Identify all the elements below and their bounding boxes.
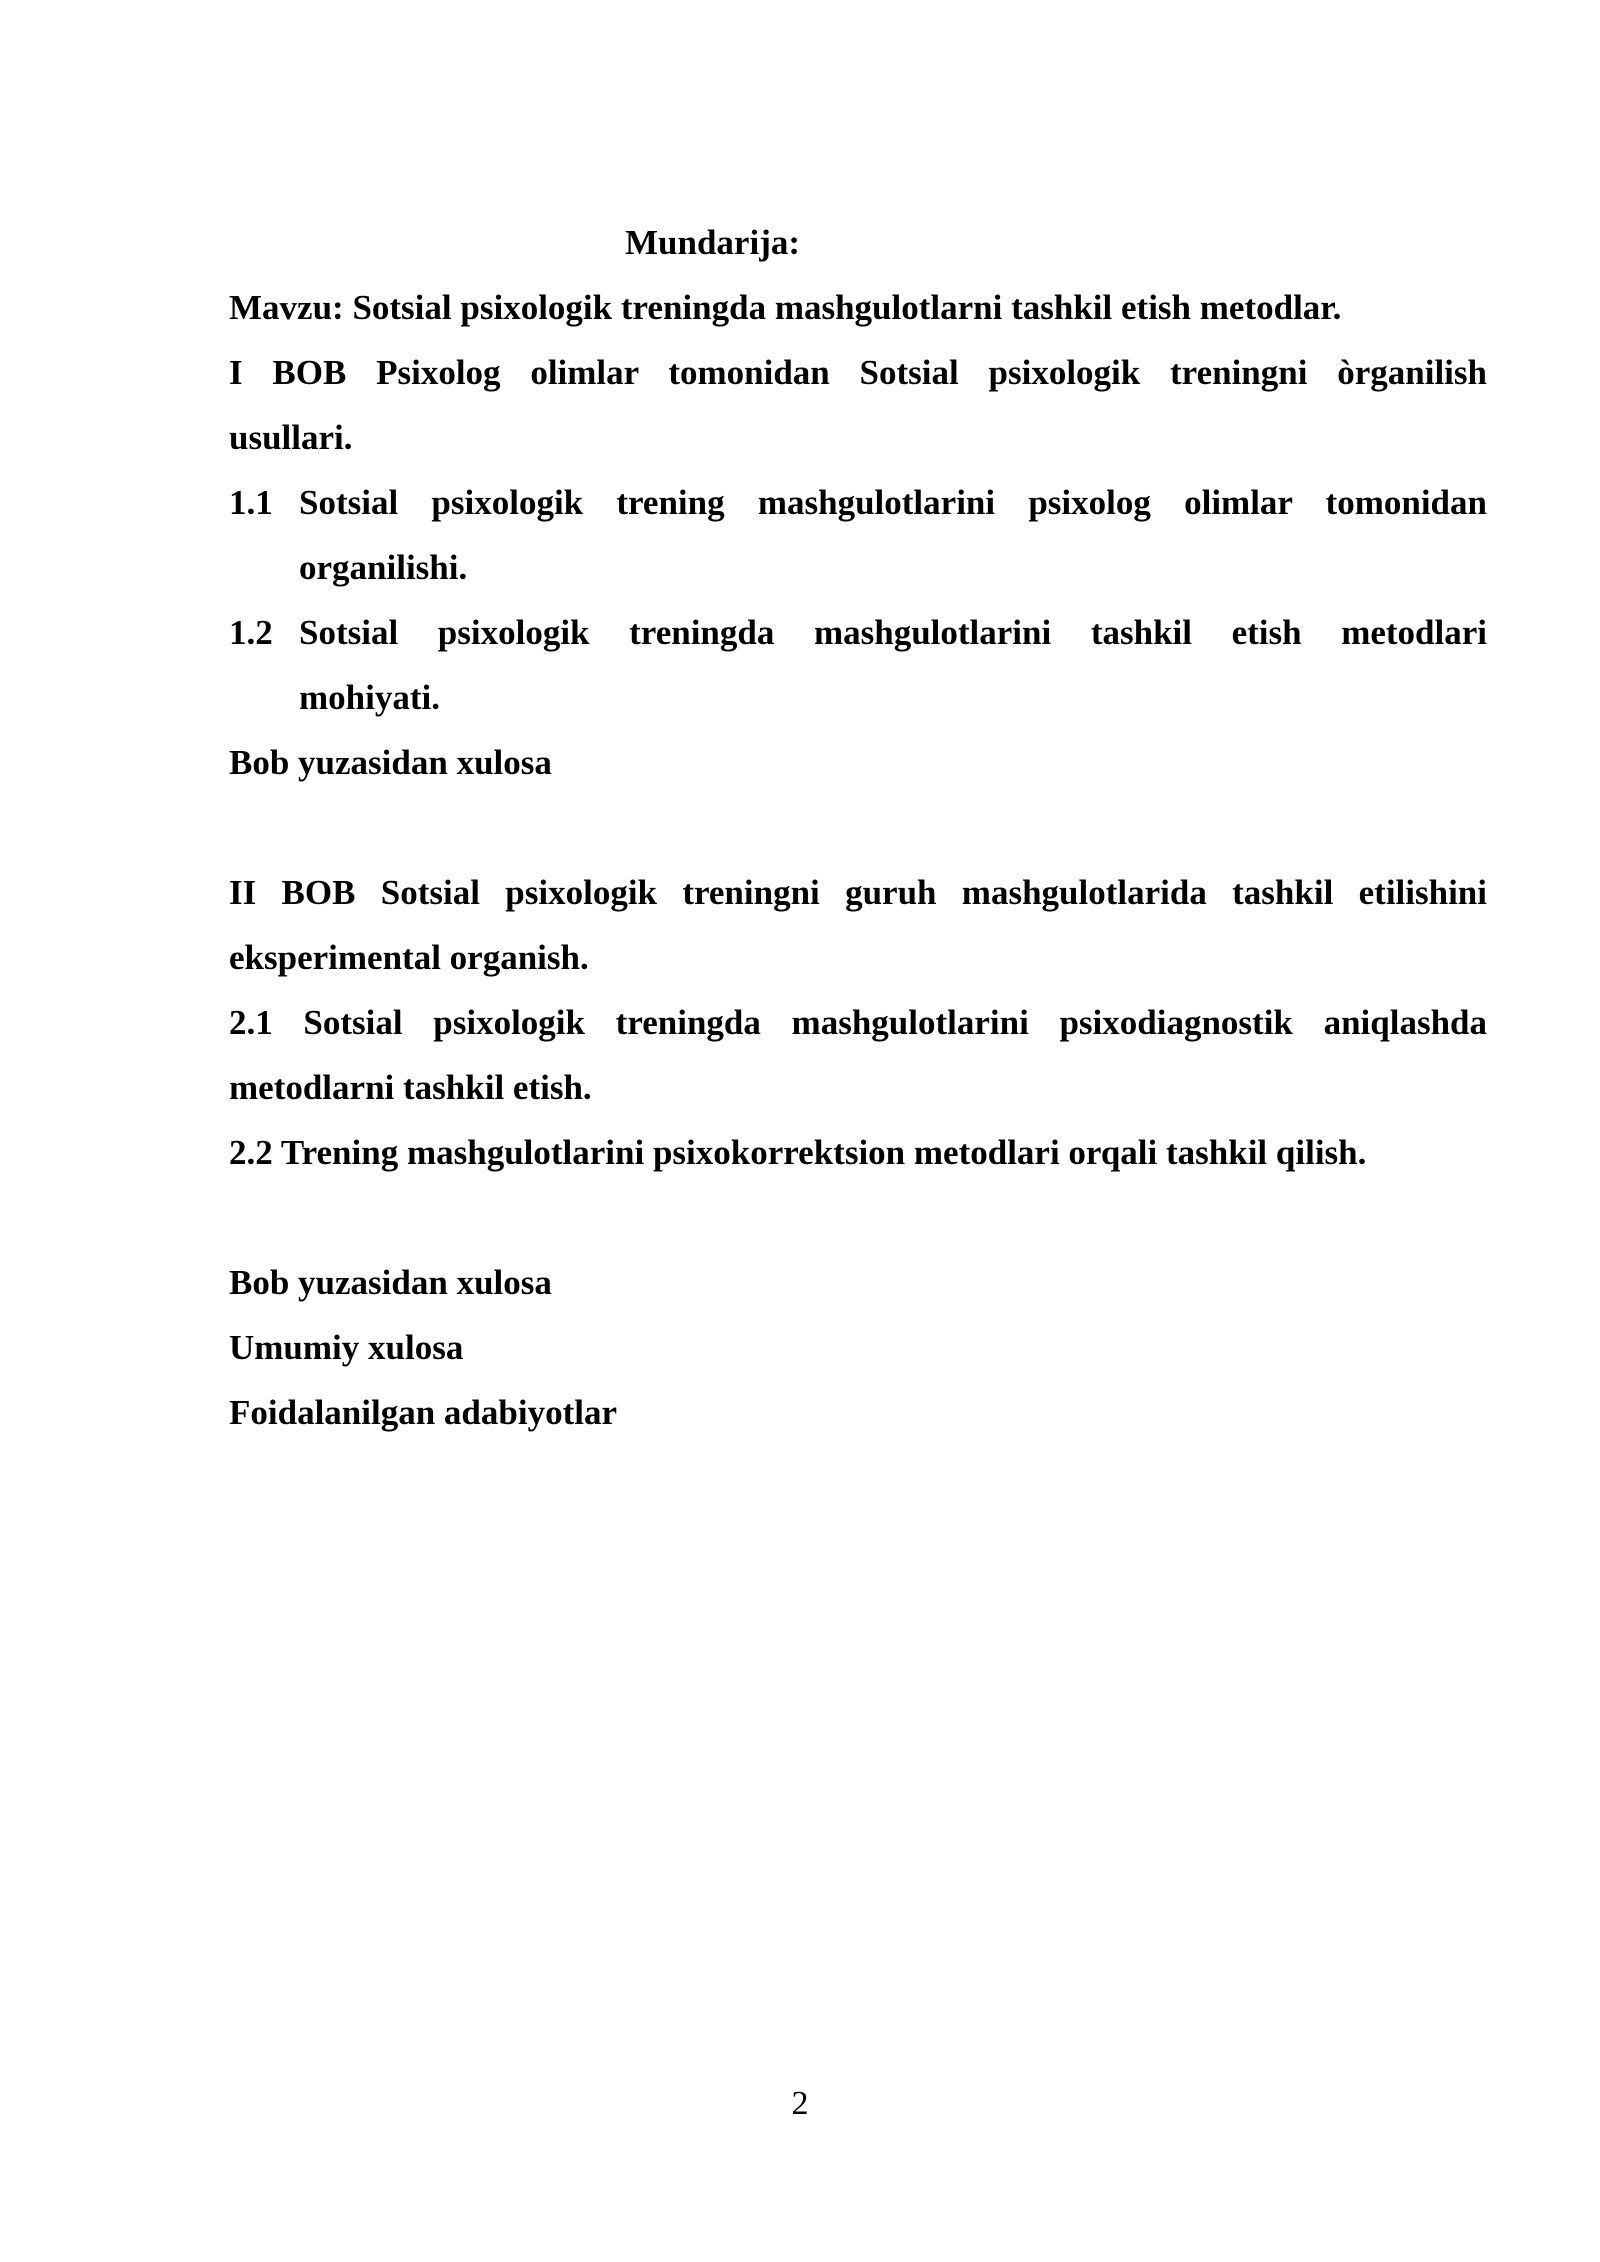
toc-section-1-1-number: 1.1 <box>229 483 273 522</box>
toc-section-1-2-line-1: Sotsial psixologik treningda mashgulotlarini tashkil etish metodlari <box>299 613 1487 652</box>
toc-section-2-1-line-2: metodlarni tashkil etish. <box>229 1068 592 1107</box>
toc-section-1-2 <box>229 600 1487 730</box>
toc-topic: Mavzu: Sotsial psixologik treningda mashgulotlarni tashkil etish metodlar. <box>229 288 1342 327</box>
toc-section-2-1-line-1: 2.1 Sotsial psixologik treningda mashgulotlarini psixodiagnostik aniqlashda <box>229 1003 1487 1042</box>
toc-general-conclusion: Umumiy xulosa <box>229 1328 464 1367</box>
toc-section-1-2-number: 1.2 <box>229 613 273 652</box>
toc-chapter-1-line-1: I BOB Psixolog olimlar tomonidan Sotsial psixologik treningni òrganilish <box>229 353 1487 392</box>
table-of-contents <box>229 210 1487 1445</box>
toc-section-2-1 <box>229 990 1487 1120</box>
page-number: 2 <box>791 2085 809 2122</box>
toc-chapter-1-line-2: usullari. <box>229 418 353 457</box>
spacer <box>229 1185 1487 1250</box>
toc-section-2-2: 2.2 Trening mashgulotlarini psixokorrektsion metodlari orqali tashkil qilish. <box>229 1133 1367 1172</box>
toc-chapter-1 <box>229 340 1487 470</box>
toc-title: Mundarija: <box>625 223 800 262</box>
toc-section-1-1-line-2: organilishi. <box>299 548 468 587</box>
toc-references: Foidalanilgan adabiyotlar <box>229 1393 617 1432</box>
toc-section-1-2-line-2: mohiyati. <box>299 678 440 717</box>
toc-chapter-2-conclusion: Bob yuzasidan xulosa <box>229 1263 552 1302</box>
toc-chapter-2-line-2: eksperimental organish. <box>229 938 589 977</box>
toc-chapter-1-conclusion: Bob yuzasidan xulosa <box>229 743 552 782</box>
spacer <box>229 795 1487 860</box>
toc-chapter-2 <box>229 860 1487 990</box>
toc-section-1-1 <box>229 470 1487 600</box>
toc-chapter-2-line-1: II BOB Sotsial psixologik treningni guruh mashgulotlarida tashkil etilishini <box>229 873 1487 912</box>
toc-section-1-1-line-1: Sotsial psixologik trening mashgulotlarini psixolog olimlar tomonidan <box>299 483 1487 522</box>
